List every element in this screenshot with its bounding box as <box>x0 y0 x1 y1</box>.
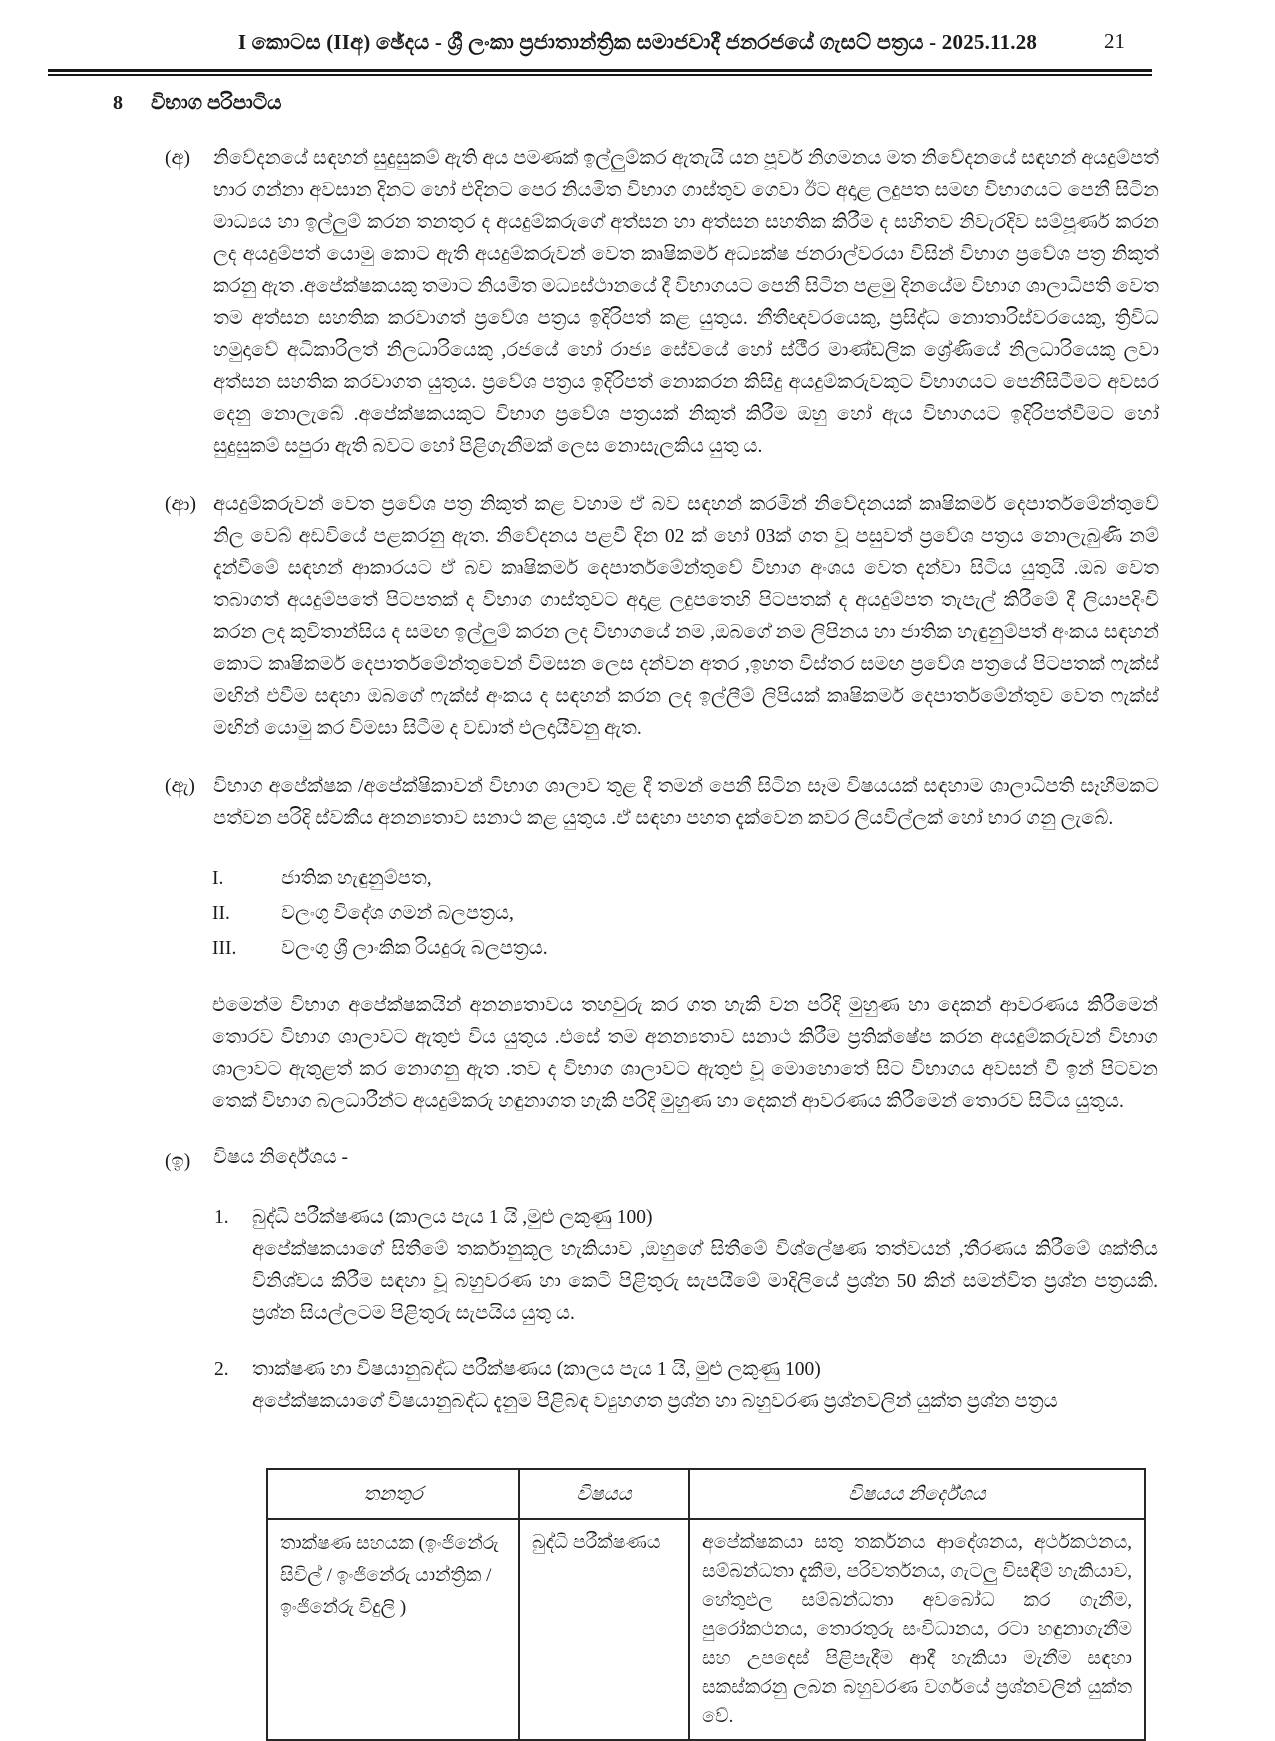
list-item-number: I. <box>212 868 224 889</box>
syllabus-item-number: 2. <box>214 1359 229 1380</box>
syllabus-heading <box>165 1146 1275 1178</box>
syllabus-item-title: බුද්ධි පරීක්ෂණය (කාලය පැය 1 යි ,මුළු ලකුණු 100) <box>252 1207 653 1228</box>
paragraph-ae <box>165 771 1159 835</box>
paragraph-continuation: එමෙන්ම විභාග අපේක්ෂකයින් අනන්‍යතාවය තහවුරු කර ගත හැකි වන පරිදි මුහුණ හා දෙකන් ආවරණය කිරීමෙන් තොරව විභාග ශාලාවට ඇතුළු විය යුතුය .එසේ තම අනන්‍යතාව සනාථ කිරීම ප්‍රතික්ෂේප කරන අයදුම්කරුවන් විභාග ශාලාවට ඇතුළත් කර නොගනු ඇත .තව ද විභාග ශාලාවට ඇතුළු වූ මොහොතේ සිට විභාගය අවසන් වී ඉන් පිටවන තෙක් විභාග බලධාරීන්ට අයදුම්කරු හඳුනාගත හැකි පරිදි මුහුණ හා දෙකන් ආවරණය කිරීමෙන් තොරව සිටිය යුතුය. <box>212 995 1158 1112</box>
paragraph-ae-label: (ඇ) <box>165 776 195 797</box>
section-heading <box>113 92 1275 115</box>
page-number: 21 <box>1104 29 1125 53</box>
syllabus-item-content <box>252 1202 1158 1330</box>
page-header <box>0 0 1275 60</box>
syllabus-heading-label: (ඉ) <box>165 1151 191 1172</box>
syllabus-table-header <box>267 1469 1145 1519</box>
paragraph-ae-text: විභාග අපේක්ෂක /අපේක්ෂිකාවන් විභාග ශාලාව තුළ දී තමන් පෙනී සිටින සෑම විෂයයක් සඳහාම ශාලාධිපති සෑහීමකට පත්වන පරිදි ස්වකීය අනන්‍යතාව සනාථ කළ යුතුය .ඒ සඳහා පහත දැක්වෙන කවර ලියවිල්ලක් හෝ භාර ගනු ලැබේ. <box>213 776 1159 829</box>
paragraph-aa-text: අයදුම්කරුවන් වෙත ප්‍රවේශ පත්‍ර නිකුත් කළ වහාම ඒ බව සඳහන් කරමින් නිවේදනයක් කෘෂිකර්ම දෙපාර්තමේන්තුවේ නිල වෙබ් අඩවියේ පළකරනු ඇත. නිවේදනය පළවී දින 02 ක් හෝ 03ක් ගත වූ පසුවත් ප්‍රවේශ පත්‍රය නොලැබුණි නම් දැන්වීමේ සඳහන් ආකාරයට ඒ බව කෘෂිකර්ම දෙපාර්තමේන්තුවේ විභාග අංශය වෙත දන්වා සිටිය යුතුයි .ඔබ වෙත තබාගත් අයදුම්පතේ පිටපතක් ද විභාග ගාස්තුවට අදාළ ලදුපතෙහි පිටපතක් ද අයදුම්පත තැපැල් කිරීමේ දී ලියාපදිංචි කරන ලද කුවිතාන්සිය ද සමඟ ඉල්ලුම් කරන ලද විභාගයේ නම ,ඔබගේ නම ලිපිනය හා ජාතික හැඳුනුම්පත් අංකය සඳහන් කොට කෘෂිකර්ම දෙපාර්තමේන්තුවෙන් විමසන ලෙස දන්වන අතර ,ඉහත විස්තර සමඟ ප්‍රවේශ පත්‍රයේ පිටපතක් ෆැක්ස් මඟින් එවීම සඳහා ඔබගේ ෆැක්ස් අංකය ද සඳහන් කරන ලද ඉල්ලීම් ලිපියක් කෘෂිකර්ම දෙපාර්තමේන්තුව වෙත ෆැක්ස් මඟින් යොමු කර විමසා සිටීම ද වඩාත් එලදායීවනු ඇත. <box>213 494 1159 739</box>
list-item-number: III. <box>212 938 237 959</box>
paragraph-aa <box>165 489 1159 745</box>
list-item-text: වලංගු විදේශ ගමන් බලපත්‍රය, <box>281 903 514 924</box>
table-header-row <box>267 1469 1145 1519</box>
syllabus-table-body <box>267 1519 1145 1740</box>
list-item <box>212 861 1275 896</box>
header-rule <box>48 69 1152 76</box>
list-item-number: II. <box>212 903 230 924</box>
identity-document-list <box>212 861 1275 966</box>
table-cell-position: තාක්ෂණ සහයක (ඉංජිනේරු සිවිල් / ඉංජිනේරු යාන්ත්‍රික / ඉංජිනේරු විදුලි ) <box>267 1519 519 1740</box>
paragraph-a-text: නිවේදනයේ සඳහන් සුදුසුකම් ඇති අය පමණක් ඉල්ලුම්කර ඇතැයි යන පූර්ව නිගමනය මත නිවේදනයේ සඳහන් අයදුම්පත් භාර ගන්නා අවසාන දිනට හෝ එදිනට පෙර නියමිත විභාග ගාස්තුව ගෙවා ඊට අදාළ ලදුපත සමඟ විභාගයට පෙනී සිටින මාධ්‍යය හා ඉල්ලුම් කරන තනතුර ද අයදුම්කරුගේ අත්සන හා අත්සන සහතික කිරීම ද සහිතව නිවැරදිව සම්පූර්ණ කරන ලද අයදුම්පත් යොමු කොට ඇති අයදුම්කරුවන් වෙත කෘෂිකර්ම අධ්‍යක්ෂ ජනරාල්වරයා විසින් විභාග ප්‍රවේශ පත්‍ර නිකුත් කරනු ඇත .අපේක්ෂකයකු තමාට නියමිත මධ්‍යස්ථානයේ දී විභාගයට පෙනී සිටින පළමු දිනයේම විභාග ශාලාධිපති වෙත තම අත්සන සහතික කරවාගත් ප්‍රවේශ පත්‍රය ඉදිරිපත් කළ යුතුය. නීතීඥවරයෙකු, ප්‍රසිද්ධ නොතාරිස්වරයෙකු, ත්‍රිවිධ හමුදාවේ අධිකාරිලත් නිලධාරියෙකු ,රජයේ හෝ රාජ්‍ය සේවයේ හෝ ස්ථීර මාණ්ඩලික ශ්‍රේණියේ නිලධාරියෙකු ලවා අත්සන සහතික කරවාගත යුතුය. ප්‍රවේශ පත්‍රය ඉදිරිපත් නොකරන කිසිදු අයදුම්කරුවකුට විභාගයට පෙනීසිටීමට අවසර දෙනු නොලැබේ .අපේක්ෂකයකුට විභාග ප්‍රවේශ පත්‍රයක් නිකුත් කිරීම ඔහු හෝ ඇය විභාගයට ඉදිරිපත්වීමට හෝ සුදුසුකම් සපුරා ඇති බවට හෝ පිළිගැනීමක් ලෙස නොසැලකිය යුතු ය. <box>213 148 1160 457</box>
list-item-text: වලංගු ශ්‍රී ලාංකික රියදුරු බලපත්‍රය. <box>281 938 548 959</box>
syllabus-item-title: තාක්ෂණ හා විෂයානුබද්ධ පරීක්ෂණය (කාලය පැය 1 යි, මුළු ලකුණු 100) <box>252 1359 821 1380</box>
table-cell-subject: බුද්ධි පරීක්ෂණය <box>519 1519 689 1740</box>
list-item <box>212 931 1275 966</box>
gazette-header-title: I කොටස (IIඅ) ඡේදය - ශ්‍රී ලංකා ප්‍රජාතාන්ත්‍රික සමාජවාදී ජනරජයේ ගැසට් පත්‍රය - 2025.11.28 <box>237 30 1038 54</box>
section-title: විභාග පරිපාටිය <box>151 92 282 114</box>
table-header-subject: විෂයය <box>519 1469 689 1519</box>
syllabus-item-body: අපේක්ෂකයාගේ සිතීමේ තර්කානුකූල හැකියාව ,ඔහුගේ සිතීමේ විශ්ලේෂණ තත්වයන් ,තීරණය කිරීමේ ශක්තිය විනිශ්චය කිරීම සඳහා වූ බහුවරණ හා කෙටි පිළිතුරු සැපයීමේ මාදිලියේ ප්‍රශ්න 50 කින් සමන්විත ප්‍රශ්න පත්‍රයකි. ප්‍රශ්න සියල්ලටම පිළිතුරු සැපයිය යුතු ය. <box>252 1239 1158 1324</box>
paragraph-a <box>165 143 1159 463</box>
table-header-syllabus: විෂයය නිර්දේශය <box>689 1469 1145 1519</box>
syllabus-item-content <box>252 1354 1158 1418</box>
syllabus-heading-title: විෂය නිර්දේශය - <box>213 1147 348 1168</box>
table-row <box>267 1519 1145 1740</box>
list-item <box>212 896 1275 931</box>
table-header-position: තනතුර <box>267 1469 519 1519</box>
syllabus-item-2 <box>214 1354 1158 1418</box>
syllabus-item-number: 1. <box>214 1207 229 1228</box>
list-item-text: ජාතික හැඳුනුම්පත, <box>281 868 432 889</box>
syllabus-item-body: අපේක්ෂකයාගේ විෂයානුබද්ධ දැනුම පිළිබඳ ව්‍යුහගත ප්‍රශ්න හා බහුවරණ ප්‍රශ්නවලින් යුක්ත ප්‍රශ්න පත්‍රය <box>252 1391 1058 1412</box>
paragraph-aa-label: (ආ) <box>165 494 196 515</box>
syllabus-table <box>266 1468 1146 1741</box>
table-cell-syllabus: අපේක්ෂකයා සතු තර්කනය ආදේශනය, අර්ථකථනය, සම්බන්ධතා දැකීම, පරිවර්තනය, ගැටලු විසඳීම් හැකියාව, හේතුඵල සම්බන්ධතා අවබෝධ කර ගැනීම, පුරෝකථනය, තොරතුරු සංවිධානය, රටා හඳුනාගැනීම සහ උපදෙස් පිළිපැදීම ආදී හැකියා මැනීම සඳහා සකස්කරනු ලබන බහුවරණ වර්ගයේ ප්‍රශ්නවලින් යුක්ත වේ. <box>689 1519 1145 1740</box>
syllabus-item-1 <box>214 1202 1158 1330</box>
paragraph-a-label: (අ) <box>165 148 190 169</box>
section-number: 8 <box>113 92 123 114</box>
